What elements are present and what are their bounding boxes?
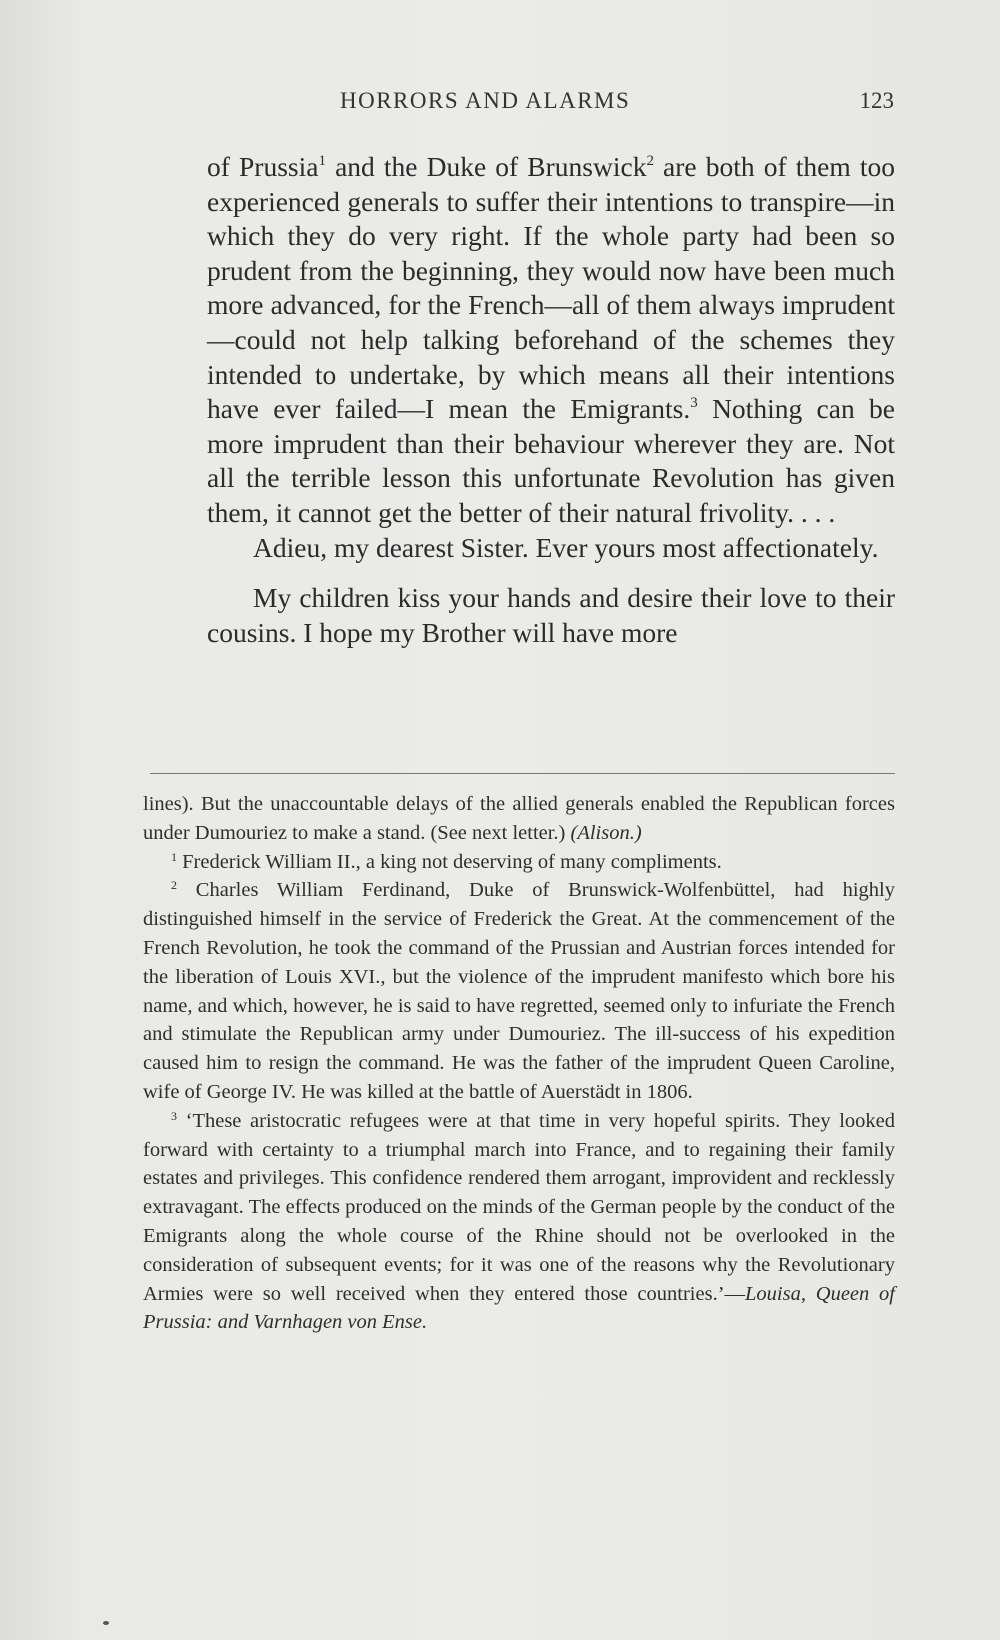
- body-paragraph-1: of Prussia$^1$ and the Duke of Brunswick$^2$ are both of them too experienced generals to suffer their intentions to transpire—in which they do very right. If the whole party had been so prudent from the beginning, they would now have been much more advanced, for the French—all of them always imprudent —could not help talking beforehand of the schemes they intended to undertake, by which means all their intentions have ever failed—I mean the Emigrants.$^3$ Nothing can be more imprudent than their behaviour wherever they are. Not all the terrible lesson this unfortunate Revolution has given them, it cannot get the better of their natural frivolity. . . .: [207, 151, 895, 528]
- footnote-continuation: lines). But the unaccountable delays of the allied generals enabled the Republican forces under Dumouriez to make a stand. (See next letter.) (Alison.): [143, 793, 895, 844]
- footnote-2: $^2$ Charles William Ferdinand, Duke of Brunswick-Wolfenbüttel, had highly distinguished himself in the service of Frederick the Great. At the commencement of the French Revolution, he took the command of the Prussian and Austrian forces intended for the liberation of Louis XVI., but the violence of the imprudent manifesto which bore his name, and which, however, he is said to have regretted, seemed only to infuriate the French and stimulate the Republican army under Dumouriez. The ill-success of his expedition caused him to resign the command. He was the father of the imprudent Queen Caroline, wife of George IV. He was killed at the battle of Auerstädt in 1806.: [143, 878, 895, 1103]
- ink-speck: [103, 1621, 109, 1625]
- footnote-ref-3: 3: [690, 395, 698, 412]
- page-number: 123: [859, 88, 894, 113]
- main-text: [207, 150, 895, 650]
- page-header: [210, 88, 900, 128]
- footnote-source: Louisa, Queen of Prussia: and Varnhagen von Ense.: [143, 1282, 895, 1334]
- footnote-3: $^3$ ‘These aristocratic refugees were at that time in very hopeful spirits. They looked forward with certainty to a triumphal march into France, and to regaining their family estates and privileges. This confidence rendered them arrogant, improvident and recklessly extravagant. The effects produced on the minds of the German people by the conduct of the Emigrants along the whole course of the Rhine should not be overlooked in the consideration of subsequent events; for it was one of the reasons why the Revolutionary Armies were so well received when they entered those countries.’—Louisa, Queen of Prussia: and Varnhagen von Ense.: [143, 1108, 895, 1334]
- running-head: HORRORS AND ALARMS: [340, 88, 631, 113]
- footnotes: [143, 790, 895, 1337]
- footnote-source: (Alison.): [570, 821, 642, 844]
- body-paragraph-2: Adieu, my dearest Sister. Ever yours most affectionately.: [253, 531, 879, 563]
- footnote-ref-2: 2: [646, 153, 654, 169]
- footnote-divider: [150, 773, 895, 774]
- footnote-ref-1: 1: [318, 153, 326, 169]
- footnote-1: $^1$ Frederick William II., a king not deserving of many compliments.: [171, 849, 722, 873]
- body-paragraph-3: My children kiss your hands and desire their love to their cousins. I hope my Brother will have more: [207, 582, 895, 648]
